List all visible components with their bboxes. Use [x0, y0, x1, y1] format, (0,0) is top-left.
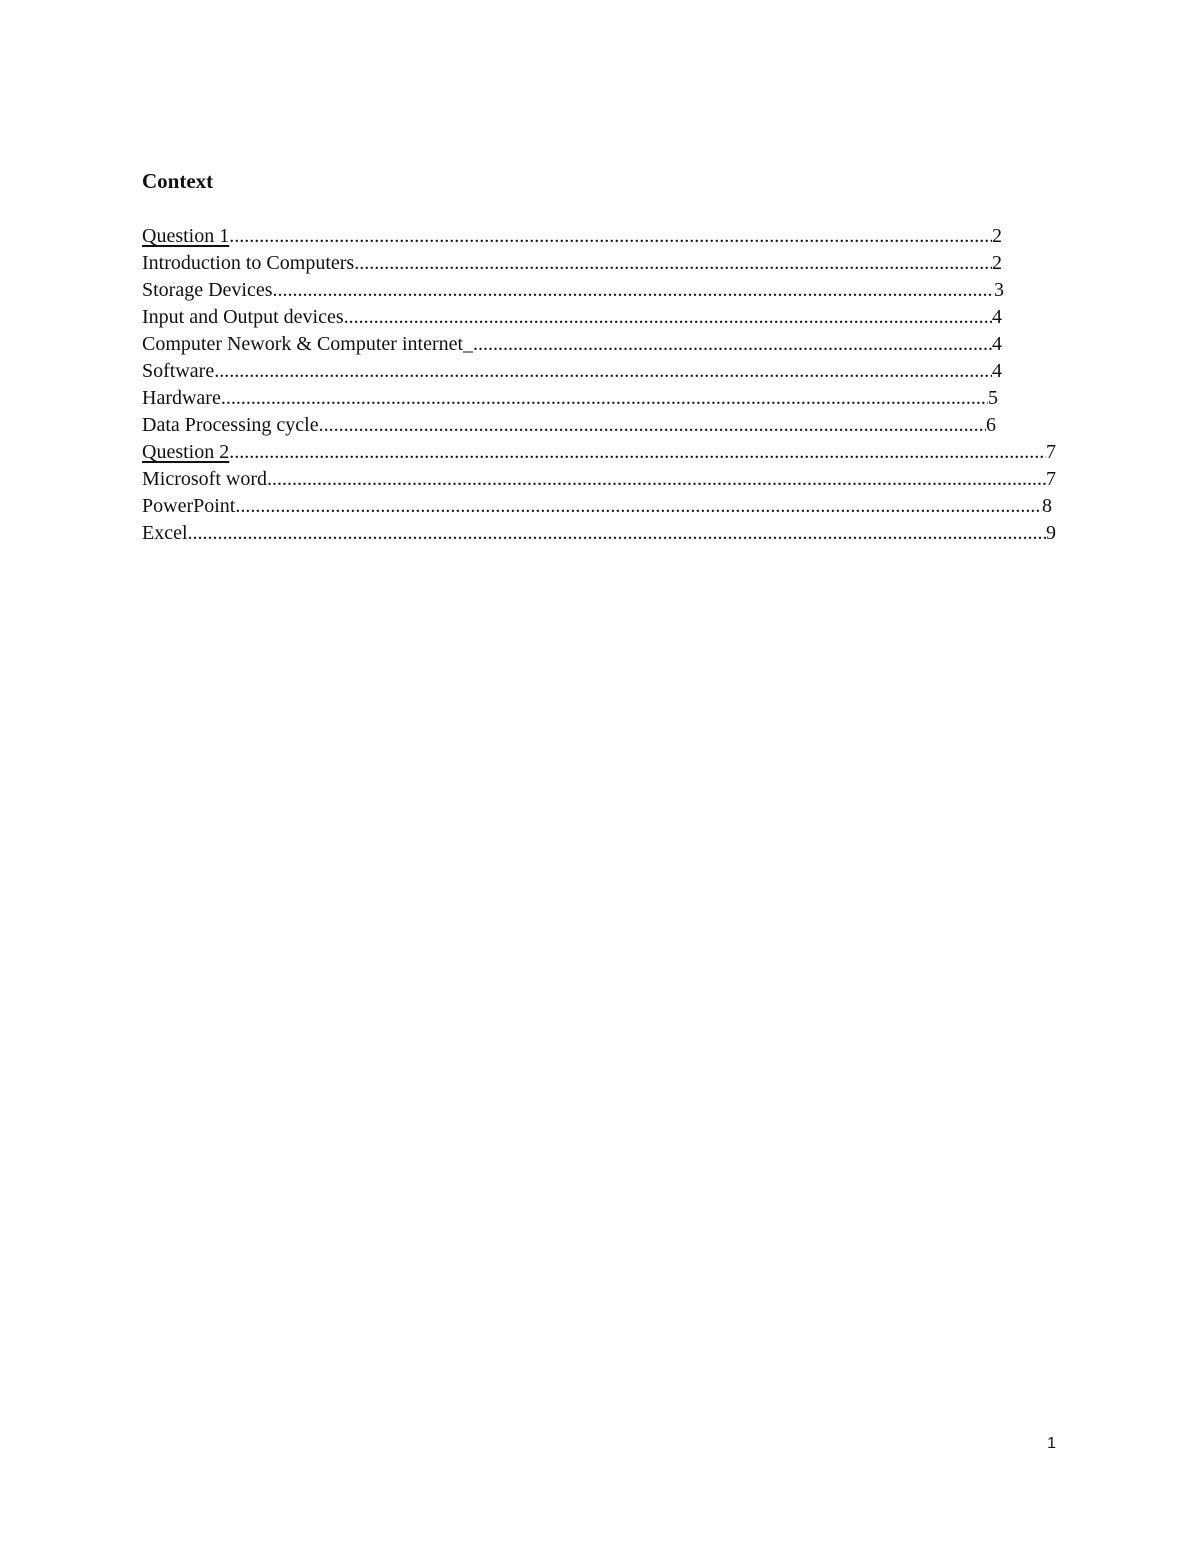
toc-entry — [142, 412, 996, 439]
toc-dot-leader — [319, 412, 986, 439]
toc-entry-page: 5 — [988, 387, 998, 409]
toc-entry-page: 4 — [992, 333, 1002, 355]
toc-entry — [142, 466, 1056, 493]
toc-dot-leader — [221, 385, 988, 412]
toc-entry-label[interactable]: Excel — [142, 522, 188, 544]
toc-entry-page: 8 — [1042, 495, 1052, 517]
toc-entry-label[interactable]: PowerPoint — [142, 495, 236, 517]
toc-entry-page: 2 — [992, 252, 1002, 274]
toc-entry — [142, 331, 1002, 358]
toc-entry — [142, 358, 1002, 385]
toc-entry-label[interactable]: Input and Output devices — [142, 306, 344, 328]
toc-dot-leader — [188, 520, 1046, 547]
toc-entry-page: 4 — [992, 306, 1002, 328]
toc-entry-page: 7 — [1046, 468, 1056, 490]
toc-entry-label[interactable]: Hardware — [142, 387, 221, 409]
toc-entry — [142, 520, 1056, 547]
toc-heading: Context — [142, 169, 214, 193]
toc-dot-leader — [344, 304, 992, 331]
toc-entry-label[interactable]: Introduction to Computers — [142, 252, 355, 274]
toc-dot-leader — [354, 250, 992, 277]
table-of-contents — [142, 223, 1056, 547]
toc-dot-leader — [273, 277, 994, 304]
toc-entry-label[interactable]: Software — [142, 360, 215, 382]
toc-entry-label[interactable]: Storage Devices — [142, 279, 273, 301]
toc-entry — [142, 385, 998, 412]
toc-dot-leader — [473, 331, 992, 358]
toc-entry — [142, 304, 1002, 331]
toc-entry-page: 2 — [992, 225, 1002, 247]
toc-entry-label[interactable]: Question 2 — [142, 441, 230, 463]
toc-entry — [142, 439, 1056, 466]
toc-entry-label[interactable]: Computer Nework & Computer internet_ — [142, 333, 474, 355]
page-number: 1 — [1047, 1435, 1056, 1452]
toc-entry-label[interactable]: Question 1 — [142, 225, 230, 247]
toc-entry-page: 6 — [986, 414, 996, 436]
toc-dot-leader — [229, 439, 1046, 466]
toc-entry — [142, 223, 1002, 250]
toc-entry — [142, 493, 1052, 520]
toc-entry — [142, 277, 1004, 304]
toc-entry-label[interactable]: Data Processing cycle — [142, 414, 319, 436]
toc-dot-leader — [267, 466, 1046, 493]
toc-entry — [142, 250, 1002, 277]
toc-entry-page: 4 — [992, 360, 1002, 382]
toc-entry-page: 9 — [1046, 522, 1056, 544]
toc-entry-page: 7 — [1046, 441, 1056, 463]
toc-dot-leader — [235, 493, 1042, 520]
toc-entry-label[interactable]: Microsoft word — [142, 468, 267, 490]
toc-dot-leader — [229, 223, 992, 250]
toc-entry-page: 3 — [994, 279, 1004, 301]
toc-dot-leader — [214, 358, 992, 385]
